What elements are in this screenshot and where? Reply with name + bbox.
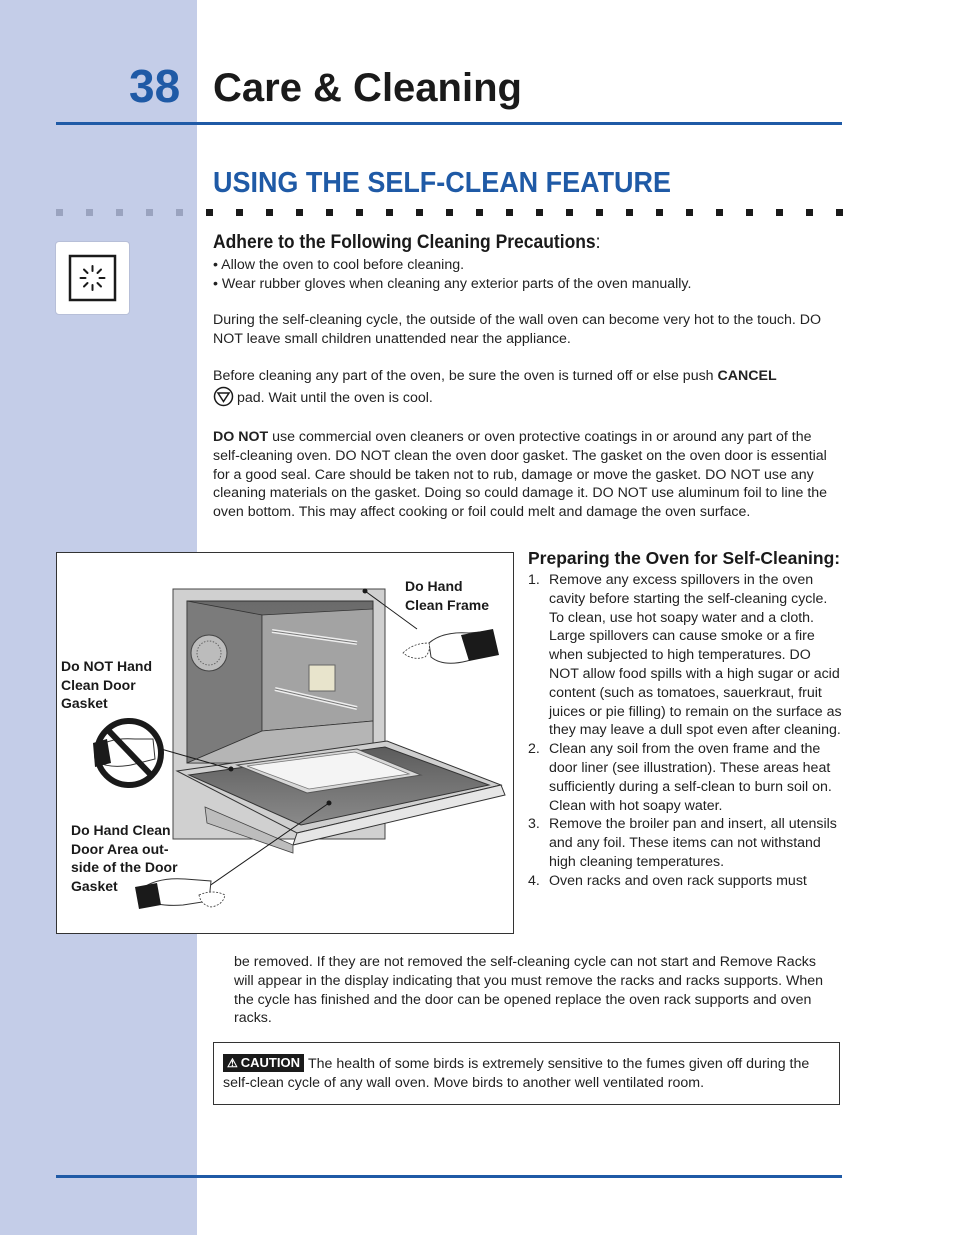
label-do-hand-clean-door-area: Do Hand Clean Door Area out- side of the Door Gasket bbox=[71, 822, 178, 894]
section-title: USING THE SELF-CLEAN FEATURE bbox=[213, 167, 671, 199]
divider-dot bbox=[176, 209, 183, 216]
step-item: 3. Remove the broiler pan and insert, all utensils and any foil. These items can not withstand high cleaning temperatures. bbox=[528, 816, 837, 870]
divider-dot bbox=[326, 209, 333, 216]
divider-dot bbox=[386, 209, 393, 216]
divider-dot bbox=[746, 209, 753, 216]
caution-box bbox=[213, 1042, 840, 1105]
precautions-block bbox=[213, 230, 838, 294]
divider-dot bbox=[86, 209, 93, 216]
step-item: 2. Clean any soil from the oven frame and the door liner (see illustration). These areas heat sufficiently during a self-clean to burn soil on. Clean with hot soapy water. bbox=[528, 741, 832, 814]
divider-dot bbox=[536, 209, 543, 216]
divider-dot bbox=[686, 209, 693, 216]
divider-dot bbox=[566, 209, 573, 216]
divider-dot bbox=[476, 209, 483, 216]
oven-illustration bbox=[56, 552, 514, 934]
divider-dot bbox=[206, 209, 213, 216]
paragraph-do-not: DO NOT use commercial oven cleaners or oven protective coatings in or around any part of the self-cleaning oven. DO NOT clean the oven door gasket. The gasket on the oven door is essential for a good seal. Care should be taken not to rub, damage or move the gasket. DO NOT use any cleaning materials on the gasket. Doing so could damage it. DO NOT use aluminum foil to line the oven bottom. This may affect cooking or foil could melt and damage the oven surface. bbox=[213, 429, 828, 521]
no-hand-clean-symbol bbox=[93, 721, 161, 785]
page-title: Care & Cleaning bbox=[213, 66, 522, 110]
divider-dot bbox=[446, 209, 453, 216]
divider-dot bbox=[266, 209, 273, 216]
paragraph-cancel: Before cleaning any part of the oven, be sure the oven is turned off or else push CANCEL pad. Wait until the oven is cool. bbox=[213, 368, 777, 406]
divider-dot bbox=[146, 209, 153, 216]
hand-cloth-top-right bbox=[403, 629, 499, 663]
divider-dot bbox=[776, 209, 783, 216]
divider-dot bbox=[806, 209, 813, 216]
footer-rule bbox=[56, 1175, 842, 1178]
header-rule bbox=[56, 122, 842, 125]
precaution-bullet-2: • Wear rubber gloves when cleaning any exterior parts of the oven manually. bbox=[213, 275, 692, 292]
dotted-divider bbox=[56, 209, 842, 217]
warning-triangle-icon: ⚠ bbox=[227, 1056, 238, 1070]
caution-text: The health of some birds is extremely sensitive to the fumes given off during the self-clean cycle of any wall oven. Move birds to another well ventilated room. bbox=[223, 1056, 810, 1091]
divider-dot bbox=[296, 209, 303, 216]
precautions-heading: Adhere to the Following Cleaning Precautions: bbox=[213, 232, 601, 253]
step-item: 4. Oven racks and oven rack supports must bbox=[528, 872, 807, 889]
cancel-pad-icon bbox=[213, 386, 234, 407]
preparing-oven-section bbox=[528, 545, 843, 891]
page-number: 38 bbox=[129, 60, 181, 112]
self-clean-icon bbox=[56, 242, 129, 314]
divider-dot bbox=[716, 209, 723, 216]
divider-dot bbox=[656, 209, 663, 216]
divider-dot bbox=[56, 209, 63, 216]
divider-dot bbox=[236, 209, 243, 216]
divider-dot bbox=[836, 209, 843, 216]
preparing-steps bbox=[528, 571, 843, 891]
precaution-bullet-1: • Allow the oven to cool before cleaning. bbox=[213, 257, 465, 273]
divider-dot bbox=[626, 209, 633, 216]
preparing-heading: Preparing the Oven for Self-Cleaning: bbox=[528, 548, 841, 568]
label-do-not-hand-clean-gasket: Do NOT Hand Clean Door Gasket bbox=[61, 658, 152, 711]
divider-dot bbox=[506, 209, 513, 216]
label-do-hand-clean-frame: Do Hand Clean Frame bbox=[405, 578, 490, 613]
divider-dot bbox=[356, 209, 363, 216]
divider-dot bbox=[596, 209, 603, 216]
caution-badge: ⚠ CAUTION bbox=[223, 1054, 304, 1072]
paragraph-hot-surface: During the self-cleaning cycle, the outside of the wall oven can become very hot to the touch. DO NOT leave small children unattended near the appliance. bbox=[213, 312, 822, 347]
divider-dot bbox=[116, 209, 123, 216]
step-item: 1. Remove any excess spillovers in the oven cavity before starting the self-cleaning cycle. To clean, use hot soapy water and a cloth. Large spillovers can cause smoke or a fire when subjected to high temperatures. DO NOT allow food spills with a high sugar or acid content (such as tomatoes, sauerkraut, fruit juices or pie filling) to remain on the surface as they may leave a dull spot even after cleaning. bbox=[528, 572, 842, 739]
step-4-continued: be removed. If they are not removed the self-cleaning cycle can not start and Remove Racks will appear in the display indicating that you must remove the racks and racks supports. When the cycle has finished and the door can be opened replace the oven rack supports and oven racks. bbox=[234, 954, 824, 1027]
divider-dot bbox=[416, 209, 423, 216]
